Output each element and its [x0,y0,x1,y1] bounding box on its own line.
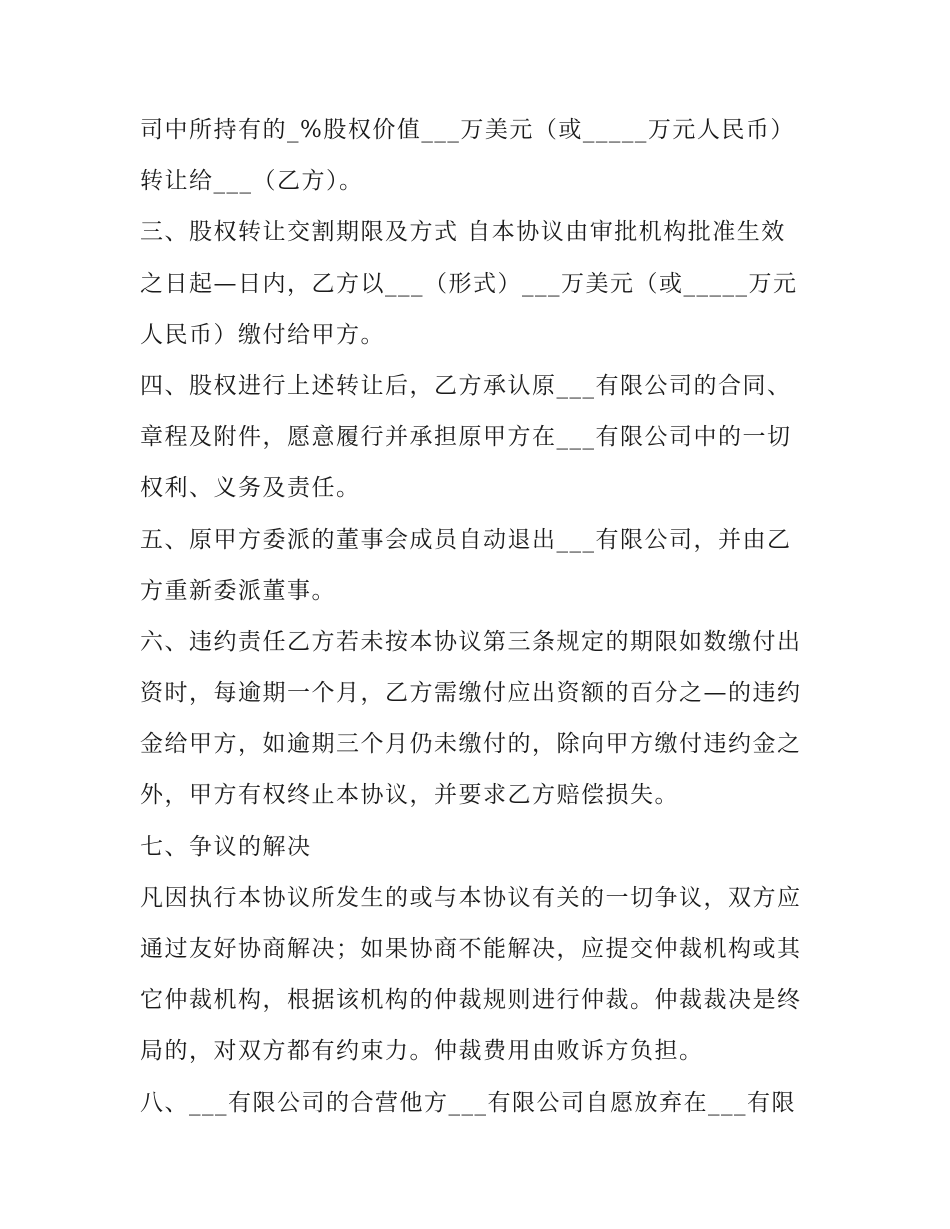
text-line: 方重新委派董事。 [140,577,336,604]
text-line: 六、违约责任乙方若未按本协议第三条规定的期限如数缴付出 [140,628,802,655]
text-line: 通过友好协商解决；如果协商不能解决，应提交仲裁机构或其 [140,936,802,962]
text-line: 七、争议的解决 [140,833,312,860]
document-body [140,110,830,1134]
text-line: 它仲裁机构，根据该机构的仲裁规则进行仲裁。仲裁裁决是终 [140,987,802,1014]
text-line: 五、原甲方委派的董事会成员自动退出___有限公司，并由乙 [140,526,792,553]
text-line: 三、股权转让交割期限及方式 自本协议由审批机构批准生效 [140,219,786,246]
text-line: 凡因执行本协议所发生的或与本协议有关的一切争议，双方应 [140,884,802,911]
text-line: 权利、义务及责任。 [140,475,361,502]
text-line: 章程及附件，愿意履行并承担原甲方在___有限公司中的一切 [140,424,792,451]
text-line: 金给甲方，如逾期三个月仍未缴付的，除向甲方缴付违约金之 [140,731,802,758]
text-line: 四、股权进行上述转让后，乙方承认原___有限公司的合同、 [140,372,792,399]
text-line: 司中所持有的_%股权价值___万美元（或_____万元人民币） [140,117,795,143]
text-line: 外，甲方有权终止本协议，并要求乙方赔偿损失。 [140,782,679,809]
text-line: 之日起—日内，乙方以___（形式）___万美元（或_____万元 [140,270,798,297]
text-line: 转让给___（乙方）。 [140,168,364,195]
text-line: 人民币）缴付给甲方。 [140,321,385,348]
text-line: 资时，每逾期一个月，乙方需缴付应出资额的百分之—的违约 [140,680,802,707]
text-line: 局的，对双方都有约束力。仲裁费用由败诉方负担。 [140,1038,704,1065]
text-line: 八、___有限公司的合营他方___有限公司自愿放弃在___有限 [140,1089,796,1116]
